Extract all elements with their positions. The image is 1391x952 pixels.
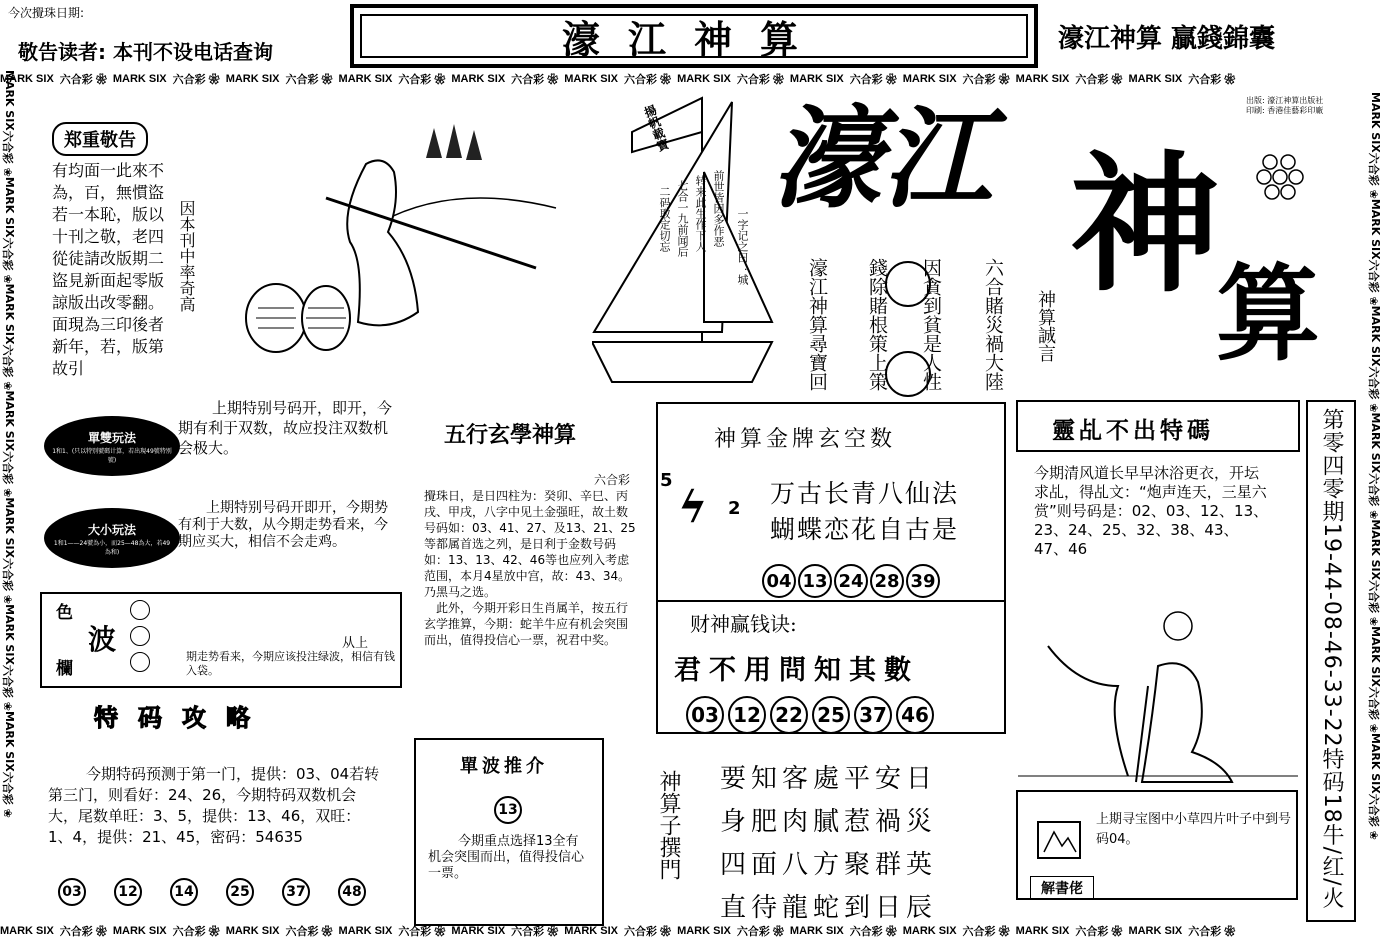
mark-six-label: MARK SIX	[1128, 73, 1183, 85]
left-border-strip	[2, 70, 20, 930]
publisher-info: 出版: 濠江神算出版社 印刷: 香港佳藝彩印廠	[1246, 96, 1324, 115]
treasure-button[interactable]: 解書佬	[1030, 876, 1094, 900]
liuhecai-label: 六合彩 ❀	[511, 74, 559, 86]
top-border-strip	[0, 70, 1391, 88]
notice-text: 有均面一此來不為，百，無慣盜若一本恥，版以十刊之敬，老四從徒請改版期二盜見新面起零版諒版出改零翻。面現為三印後者新年，若，版第故引	[52, 161, 165, 378]
mark-six-label: MARK SIX	[789, 925, 844, 937]
wealth-balls	[686, 696, 934, 734]
mark-six-label: MARK SIX	[1369, 626, 1382, 687]
number-ball: 04	[762, 564, 796, 598]
mark-six-label: MARK SIX	[3, 176, 16, 238]
liuhecai-label: 六合彩 ❀	[1075, 74, 1123, 86]
mark-six-label: MARK SIX	[338, 925, 393, 937]
mark-six-label: MARK SIX	[1015, 73, 1070, 85]
mark-six-label: MARK SIX	[902, 925, 957, 937]
mark-six-label: MARK SIX	[3, 710, 16, 772]
liuhecai-label: 六合彩 ❀	[1, 237, 14, 284]
liuhecai-label: 六合彩 ❀	[962, 926, 1010, 938]
liuhecai-label: 六合彩 ❀	[1, 344, 14, 391]
gold-number-box: 神算金牌玄空数 5 2 ϟ 万古长青八仙法 蝴蝶恋花自古是 04 13 24 28 39	[656, 402, 1006, 602]
number-ball: 48	[338, 878, 366, 906]
liuhecai-label: 六合彩 ❀	[1, 558, 14, 605]
liuhecai-label: 六合彩 ❀	[1367, 793, 1380, 840]
wealth-box: 财神赢钱诀: 君不用問知其數 03 12 22 25 37 46	[656, 602, 1006, 734]
big-title-part3: 算	[1216, 252, 1321, 375]
book-icon	[1034, 816, 1084, 866]
mark-six-label: MARK SIX	[1369, 198, 1382, 260]
number-ball: 03	[58, 878, 86, 906]
number-ball: 22	[770, 696, 808, 734]
mark-six-label: MARK SIX	[3, 283, 16, 345]
mark-six-label: MARK SIX	[451, 73, 506, 85]
mark-six-label: MARK SIX	[0, 925, 54, 937]
number-ball: 39	[906, 564, 940, 598]
special-strategy-text: 今期特码预测于第一门，提供：03、04若转第三门，则看好：24、26，今期特码双数机会大，尾数单旺：3、5，提供：13、46，双旺：1、4，提供：21、45，密码：54635	[48, 765, 380, 846]
fisherman-illustration	[236, 118, 566, 368]
mark-six-label: MARK SIX	[112, 925, 167, 937]
mark-six-label: MARK SIX	[902, 73, 957, 85]
liuhecai-label: 六合彩 ❀	[398, 926, 446, 938]
big-title-part1: 濠江	[772, 94, 992, 223]
mark-six-label: MARK SIX	[338, 73, 393, 85]
gold-balls	[762, 564, 940, 598]
special-strategy-balls	[58, 878, 366, 906]
mark-six-label: MARK SIX	[225, 925, 280, 937]
boat-poem5: 二码取定切忘	[658, 186, 671, 252]
liuhecai-label: 六合彩 ❀	[1, 664, 14, 711]
liuhecai-label: 六合彩 ❀	[1188, 926, 1236, 938]
liuhecai-label: 六合彩 ❀	[1367, 580, 1380, 627]
mark-six-label: MARK SIX	[1369, 412, 1382, 474]
slogan: 濠江神算 贏錢錦囊	[1058, 24, 1276, 54]
liuhecai-label: 六合彩 ❀	[59, 926, 107, 938]
liuhecai-label: 六合彩 ❀	[1367, 366, 1380, 413]
single-wave-ball: 13	[494, 796, 522, 824]
number-ball: 24	[834, 564, 868, 598]
liuhecai-label: 六合彩 ❀	[962, 74, 1010, 86]
liuhecai-label: 六合彩 ❀	[1, 130, 14, 177]
mark-six-label: MARK SIX	[1369, 305, 1382, 367]
liuhecai-label: 六合彩 ❀	[1367, 259, 1380, 306]
boat-poem4: 七合一九前闻后	[676, 180, 689, 257]
boat-poem2: 前世皆因多作恶	[712, 170, 725, 247]
number-ball: 37	[282, 878, 310, 906]
five-elements-text: 六合彩攪珠日，是日四柱为：癸卯、辛巳、丙戌、甲戌，八字中见土金强旺，故土数号码如：03、41、27、及13、21、25等都属首选之列，是日利于金数号码如：13、13、42、46等也应列入考虑范围，本月4星放中宫，故：43、34。乃黑马之选。 此外，今期开彩日生肖属羊，按五行玄学推算，今期：蛇羊牛应有机会突围而出，值得投信心一票，祝君中奖。	[424, 473, 636, 647]
bottom-border-strip	[0, 922, 1391, 940]
liuhecai-label: 六合彩 ❀	[1075, 926, 1123, 938]
liuhecai-label: 六合彩 ❀	[1, 771, 14, 818]
draw-date-label: 今次攪珠日期:	[8, 6, 85, 20]
mark-six-label: MARK SIX	[677, 925, 731, 937]
mark-six-label: MARK SIX	[1015, 925, 1070, 937]
number-ball: 25	[812, 696, 850, 734]
shen-suan-cheng-yan: 神算誠言	[1035, 290, 1056, 362]
gold-symbol: ϟ	[678, 482, 708, 533]
liuhecai-label: 六合彩 ❀	[398, 74, 446, 86]
liuhecai-label: 六合彩 ❀	[285, 74, 333, 86]
number-ball: 13	[798, 564, 832, 598]
odd-even-text: 上期特别号码开，即开，今期有利于双数，故应投注双数机会极大。	[178, 399, 393, 457]
boat-flag: 揚帆載寶	[641, 103, 671, 154]
liuhecai-label: 六合彩 ❀	[1, 451, 14, 498]
mark-six-label: MARK SIX	[3, 70, 16, 131]
number-ball: 46	[896, 696, 934, 734]
spirit-title-box: 靈乩不出特碼	[1016, 400, 1300, 452]
mark-six-label: MARK SIX	[451, 925, 506, 937]
liuhecai-label: 六合彩 ❀	[736, 74, 784, 86]
liuhecai-label: 六合彩 ❀	[624, 926, 672, 938]
poem-col-1: 濠江神算尋寶回	[806, 258, 828, 391]
liuhecai-label: 六合彩 ❀	[172, 74, 220, 86]
mark-six-label: MARK SIX	[0, 73, 54, 85]
liuhecai-label: 六合彩 ❀	[849, 74, 897, 86]
mark-six-label: MARK SIX	[3, 497, 16, 559]
liuhecai-label: 六合彩 ❀	[59, 74, 107, 86]
spirit-text: 今期清风道长早早沐浴更衣，开坛求乩，得乩文：“炮声连天，三星六赏”则号码是：02、03、12、13、23、24、25、32、38、43、47、46	[1034, 464, 1269, 558]
liuhecai-label: 六合彩 ❀	[736, 926, 784, 938]
odd-even-pill: 單雙玩法 1和1、(只以特别號碼计算，若出現49號特別號)	[44, 416, 180, 476]
five-elements-title: 五行玄學神算	[444, 422, 577, 448]
liuhecai-label: 六合彩 ❀	[624, 74, 672, 86]
liuhecai-label: 六合彩 ❀	[1367, 686, 1380, 733]
mark-six-label: MARK SIX	[564, 925, 618, 937]
right-border-strip	[1368, 92, 1386, 952]
mark-six-label: MARK SIX	[564, 73, 618, 85]
old-man-illustration	[1018, 606, 1300, 786]
mark-six-label: MARK SIX	[3, 390, 16, 452]
liuhecai-label: 六合彩 ❀	[849, 926, 897, 938]
notice-line: 敬告读者: 本刊不设电话查询	[18, 40, 273, 64]
masthead-title: 濠江神算	[360, 14, 1028, 58]
mark-six-label: MARK SIX	[3, 604, 16, 665]
notice-heading: 郑重敬告	[52, 122, 148, 156]
mark-six-label: MARK SIX	[789, 73, 844, 85]
liuhecai-label: 六合彩 ❀	[172, 926, 220, 938]
number-ball: 25	[226, 878, 254, 906]
single-wave-box: 單波推介 13 今期重点选择13全有机会突围而出，值得投信心一票。	[414, 738, 604, 926]
boat-poem3: 转来此生作下人	[694, 175, 707, 252]
poem-circles	[868, 258, 948, 398]
liuhecai-label: 六合彩 ❀	[285, 926, 333, 938]
notice-col-right: 因本刊中率奇高	[177, 200, 196, 312]
poem-col-3: 因貪到貧是人性	[920, 258, 942, 391]
number-ball: 28	[870, 564, 904, 598]
masthead-box	[350, 4, 1038, 68]
poem-col-4: 六合賭災禍大陸	[982, 258, 1004, 391]
disciple-label: 神算子撰門	[656, 770, 681, 880]
special-strategy-title: 特码攻略	[94, 703, 270, 732]
mark-six-label: MARK SIX	[225, 73, 280, 85]
mark-six-label: MARK SIX	[1369, 732, 1382, 794]
mark-six-label: MARK SIX	[1369, 92, 1382, 153]
circles-logo	[1254, 150, 1310, 206]
number-ball: 37	[854, 696, 892, 734]
mark-six-label: MARK SIX	[1369, 519, 1382, 581]
number-ball: 14	[170, 878, 198, 906]
notice-box	[40, 118, 214, 390]
mark-six-label: MARK SIX	[677, 73, 731, 85]
liuhecai-label: 六合彩 ❀	[511, 926, 559, 938]
period-box: 第零四零期19-44-08-46-33-22特码18牛/红/火	[1306, 400, 1356, 922]
number-ball: 03	[686, 696, 724, 734]
big-title-part2: 神	[1070, 137, 1221, 313]
liuhecai-label: 六合彩 ❀	[1367, 152, 1380, 199]
disciple-lines: 要知客處平安日 身肥肉膩惹禍災 四面八方聚群英 直待龍蛇到日辰	[720, 764, 938, 923]
boat-poem1: 一字记之曰：城	[736, 208, 749, 285]
treasure-box: 上期寻宝图中小草四片叶子中到号码04。 解書佬	[1016, 790, 1298, 900]
big-small-pill: 大小玩法 1和1——24號為小，而25—48為大，若49為和)	[44, 508, 180, 568]
mark-six-label: MARK SIX	[1128, 925, 1183, 937]
big-small-text: 上期特别号码开即开，今期势有利于大数，从今期走势看来，今期应买大，相信不会走鸡。	[178, 500, 388, 550]
liuhecai-label: 六合彩 ❀	[1367, 473, 1380, 520]
number-ball: 12	[728, 696, 766, 734]
poem-col-2: 錢除賭根策上策	[866, 258, 888, 391]
mark-six-label: MARK SIX	[112, 73, 167, 85]
color-wave-box: 色 波 欄 从上 期走势看来，今期应该投注绿波，相信有钱入袋。	[40, 592, 402, 688]
number-ball: 12	[114, 878, 142, 906]
liuhecai-label: 六合彩 ❀	[1188, 74, 1236, 86]
